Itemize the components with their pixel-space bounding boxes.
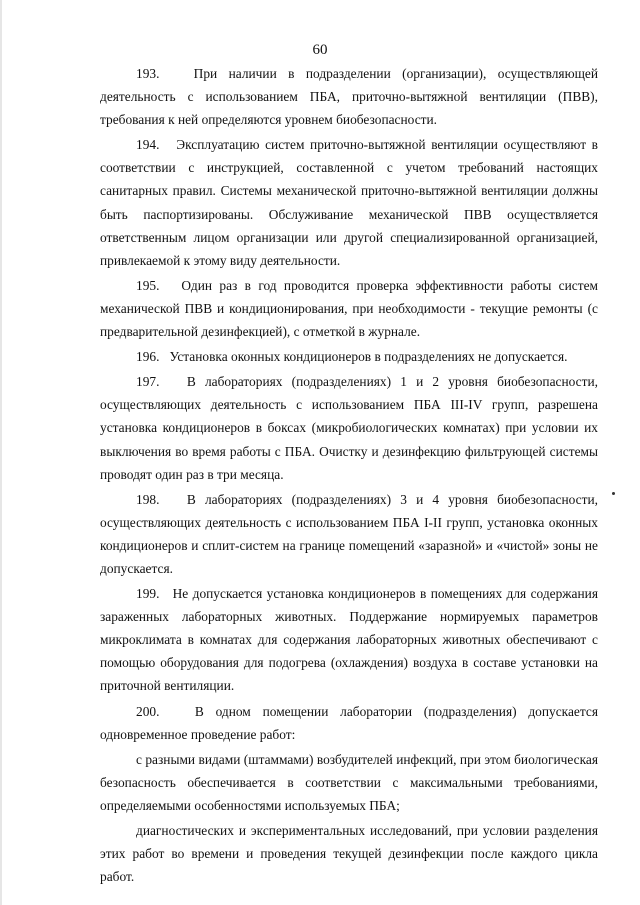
page-number: 60 (312, 42, 328, 58)
paragraph-200: 200. В одном помещении лаборатории (подразделения) допускается одновременное проведение работ: (100, 703, 598, 742)
scan-edge (0, 0, 2, 905)
document-body (100, 62, 598, 888)
paragraph-199: 199. Не допускается установка кондиционеров в помещениях для содержания зараженных лабораторных животных. Поддержание нормируемых параметров микроклимата в комнатах для содержания лабораторных животных обеспечивают с помощью оборудования для подогрева (охлаждения) воздуха в составе установки на приточной вентиляции. (100, 586, 598, 694)
paragraph-194: 194. Эксплуатацию систем приточно-вытяжной вентиляции осуществляют в соответствии с инструкцией, составленной с учетом требований настоящих санитарных правил. Системы механической приточно-вытяжной вентиляции должны быть паспортизированы. Обслуживание механической ПВВ осуществляется ответственным лицом организации или другой специализированной организацией, привлекаемой к этому виду деятельности. (100, 137, 598, 268)
paragraph-195: 195. Один раз в год проводится проверка эффективности работы систем механической ПВВ и кондиционирования, при необходимости - текущие ремонты (с предварительной дезинфекцией), с отметкой в журнале. (100, 277, 598, 340)
paragraph-196: 196. Установка оконных кондиционеров в подразделениях не допускается. (136, 349, 568, 365)
paragraph-200-item-1: с разными видами (штаммами) возбудителей инфекций, при этом биологическая безопасность обеспечивается в соответствии с максимальными требованиями, определяемыми особенностями используемых ПБА; (100, 751, 598, 813)
paragraph-198: 198. В лабораториях (подразделениях) 3 и 4 уровня биобезопасности, осуществляющих деятельность с использованием ПБА I-II групп, установка оконных кондиционеров и сплит-систем на границе помещений «заразной» и «чистой» зоны не допускается. (100, 491, 598, 576)
paragraph-200-item-2: диагностических и экспериментальных исследований, при условии разделения этих работ во времени и проведения текущей дезинфекции после каждого цикла работ. (100, 823, 598, 885)
scan-artifact (612, 492, 615, 495)
paragraph-193: 193. При наличии в подразделении (организации), осуществляющей деятельность с использованием ПБА, приточно-вытяжной вентиляции (ПВВ), требования к ней определяются уровнем биобезопасности. (100, 66, 598, 128)
paragraph-197: 197. В лабораториях (подразделениях) 1 и 2 уровня биобезопасности, осуществляющих деятельность с использованием ПБА III-IV групп, разрешена установка кондиционеров в боксах (микробиологических комнатах) при условии их выключения во время работы с ПБА. Очистку и дезинфекцию фильтрующей системы проводят один раз в три месяца. (100, 374, 598, 482)
